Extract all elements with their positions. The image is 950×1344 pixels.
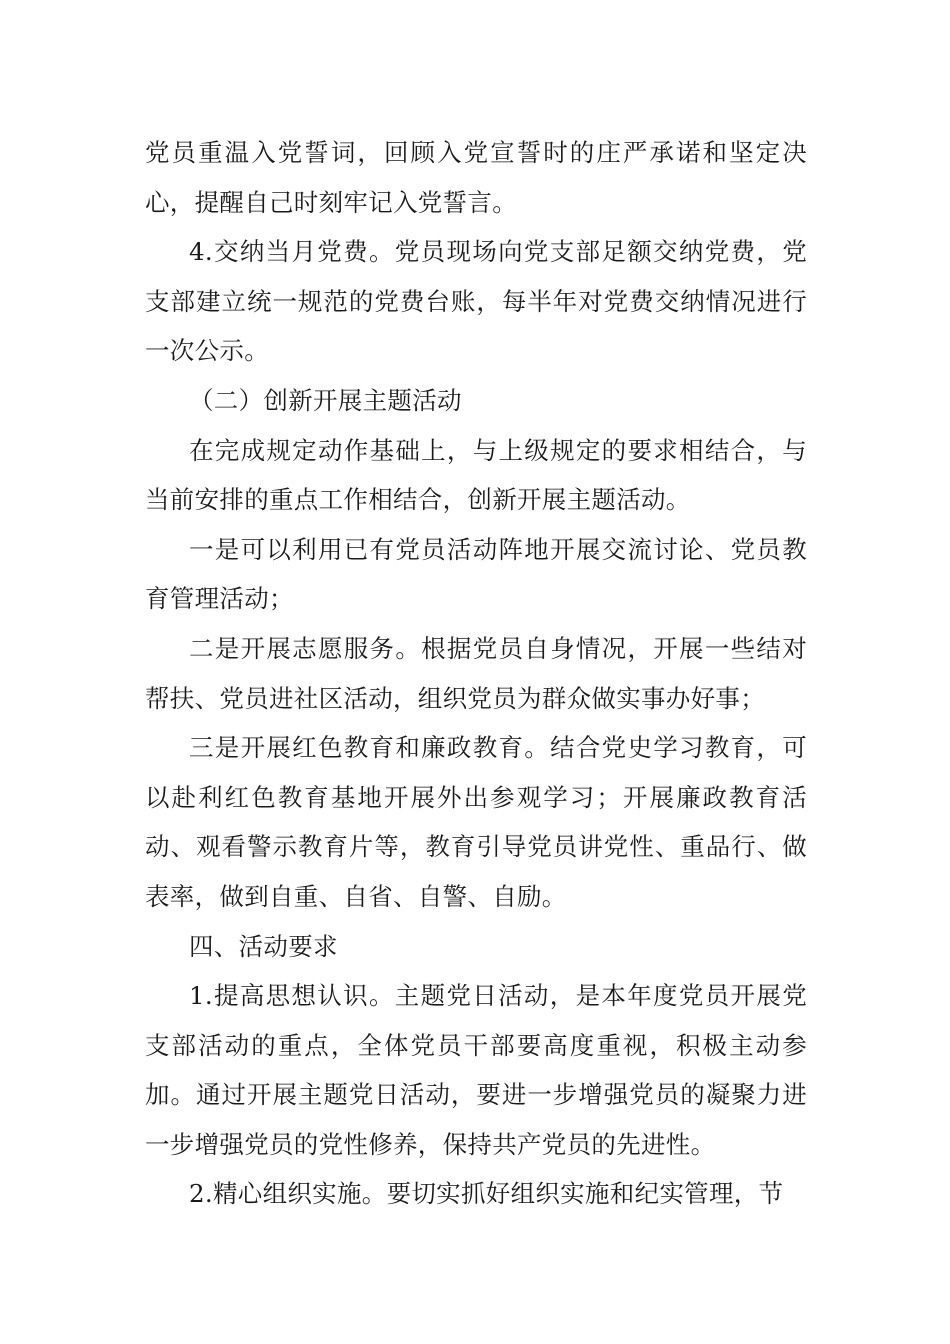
heading-activity-requirements: 四、活动要求 (189, 931, 338, 961)
paragraph-item-two: 二是开展志愿服务。根据党员自身情况，开展一些结对帮扶、党员进社区活动，组织党员为群众做实事办好事； (145, 633, 807, 713)
paragraph-item-three: 三是开展红色教育和廉政教育。结合党史学习教育，可以赴利红色教育基地开展外出参观学习；开展廉政教育活动、观看警示教育片等，教育引导党员讲党性、重品行、做表率，做到自重、自省、自警、自励。 (145, 733, 807, 911)
document-page (145, 128, 807, 1219)
subheading-theme-activities: （二）创新开展主题活动 (189, 385, 462, 415)
paragraph-party-fee: 4.交纳当月党费。党员现场向党支部足额交纳党费，党支部建立统一规范的党费台账，每半年对党费交纳情况进行一次公示。 (145, 237, 807, 366)
paragraph-requirement-two: 2.精心组织实施。要切实抓好组织实施和纪实管理，节 (189, 1179, 784, 1209)
paragraph-item-one: 一是可以利用已有党员活动阵地开展交流讨论、党员教育管理活动； (145, 534, 807, 614)
paragraph-requirement-one: 1.提高思想认识。主题党日活动，是本年度党员开展党支部活动的重点，全体党员干部要高度重视，积极主动参加。通过开展主题党日活动，要进一步增强党员的凝聚力进一步增强党员的党性修养，保持共产党员的先进性。 (145, 981, 807, 1159)
paragraph-innovation: 在完成规定动作基础上，与上级规定的要求相结合，与当前安排的重点工作相结合，创新开展主题活动。 (145, 435, 807, 515)
paragraph-continuation: 党员重温入党誓词，回顾入党宣誓时的庄严承诺和坚定决心，提醒自己时刻牢记入党誓言。 (145, 138, 807, 217)
